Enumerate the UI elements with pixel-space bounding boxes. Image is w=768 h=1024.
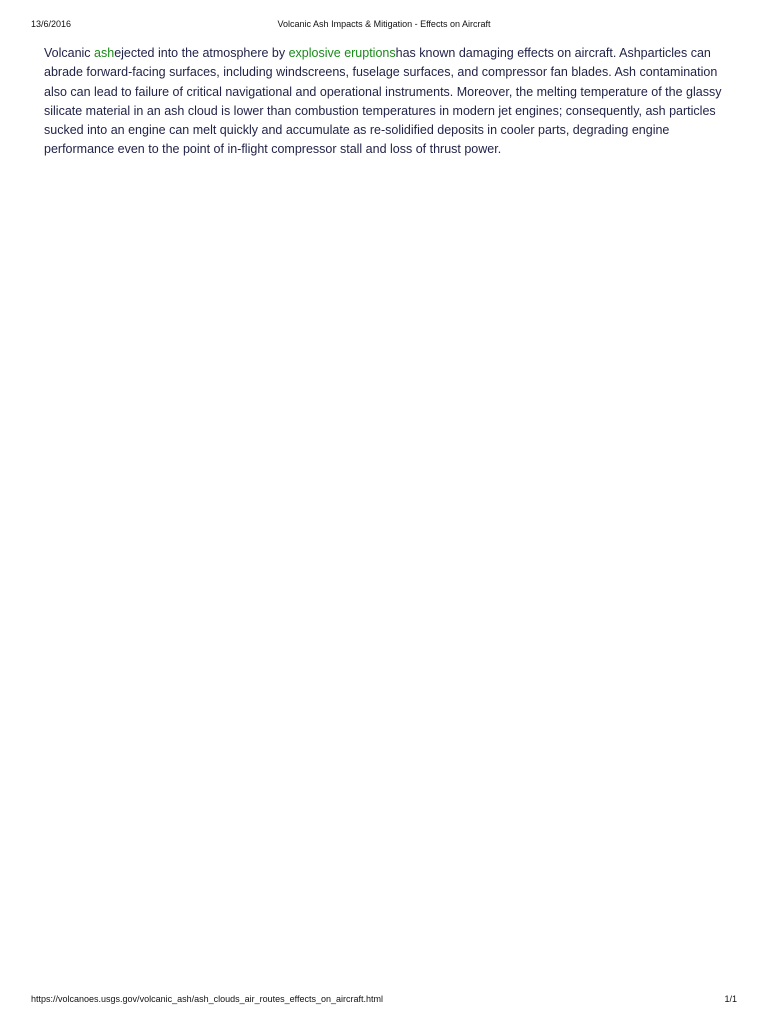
print-date: 13/6/2016 xyxy=(31,19,72,29)
print-header xyxy=(31,17,737,31)
page-title: Volcanic Ash Impacts & Mitigation - Effects on Aircraft xyxy=(277,19,491,29)
article-paragraph xyxy=(44,44,734,160)
article-body xyxy=(44,44,734,160)
text-segment: has known damaging effects on aircraft. Ashparticles can abrade forward-facing surfaces, including windscreens, fuselage surfaces, and compressor fan blades. Ash contamination also can lead to failure of critical navigational and operational instruments. Moreover, the melting temperature of the glassy silicate material in an ash cloud is lower than combustion temperatures in modern jet engines; consequently, ash particles sucked into an engine can melt quickly and accumulate as re-solidified deposits in cooler parts, degrading engine performance even to the point of in-flight compressor stall and loss of thrust power. xyxy=(44,46,722,157)
ash-link[interactable]: ash xyxy=(94,46,115,60)
text-segment: ejected into the atmosphere by xyxy=(114,46,289,60)
explosive-eruptions-link[interactable]: explosive eruptions xyxy=(288,46,396,60)
text-segment: Volcanic xyxy=(44,46,95,60)
page-number: 1/1 xyxy=(724,994,737,1004)
print-footer xyxy=(31,992,737,1006)
source-url: https://volcanoes.usgs.gov/volcanic_ash/ash_clouds_air_routes_effects_on_aircraft.html xyxy=(31,994,384,1004)
